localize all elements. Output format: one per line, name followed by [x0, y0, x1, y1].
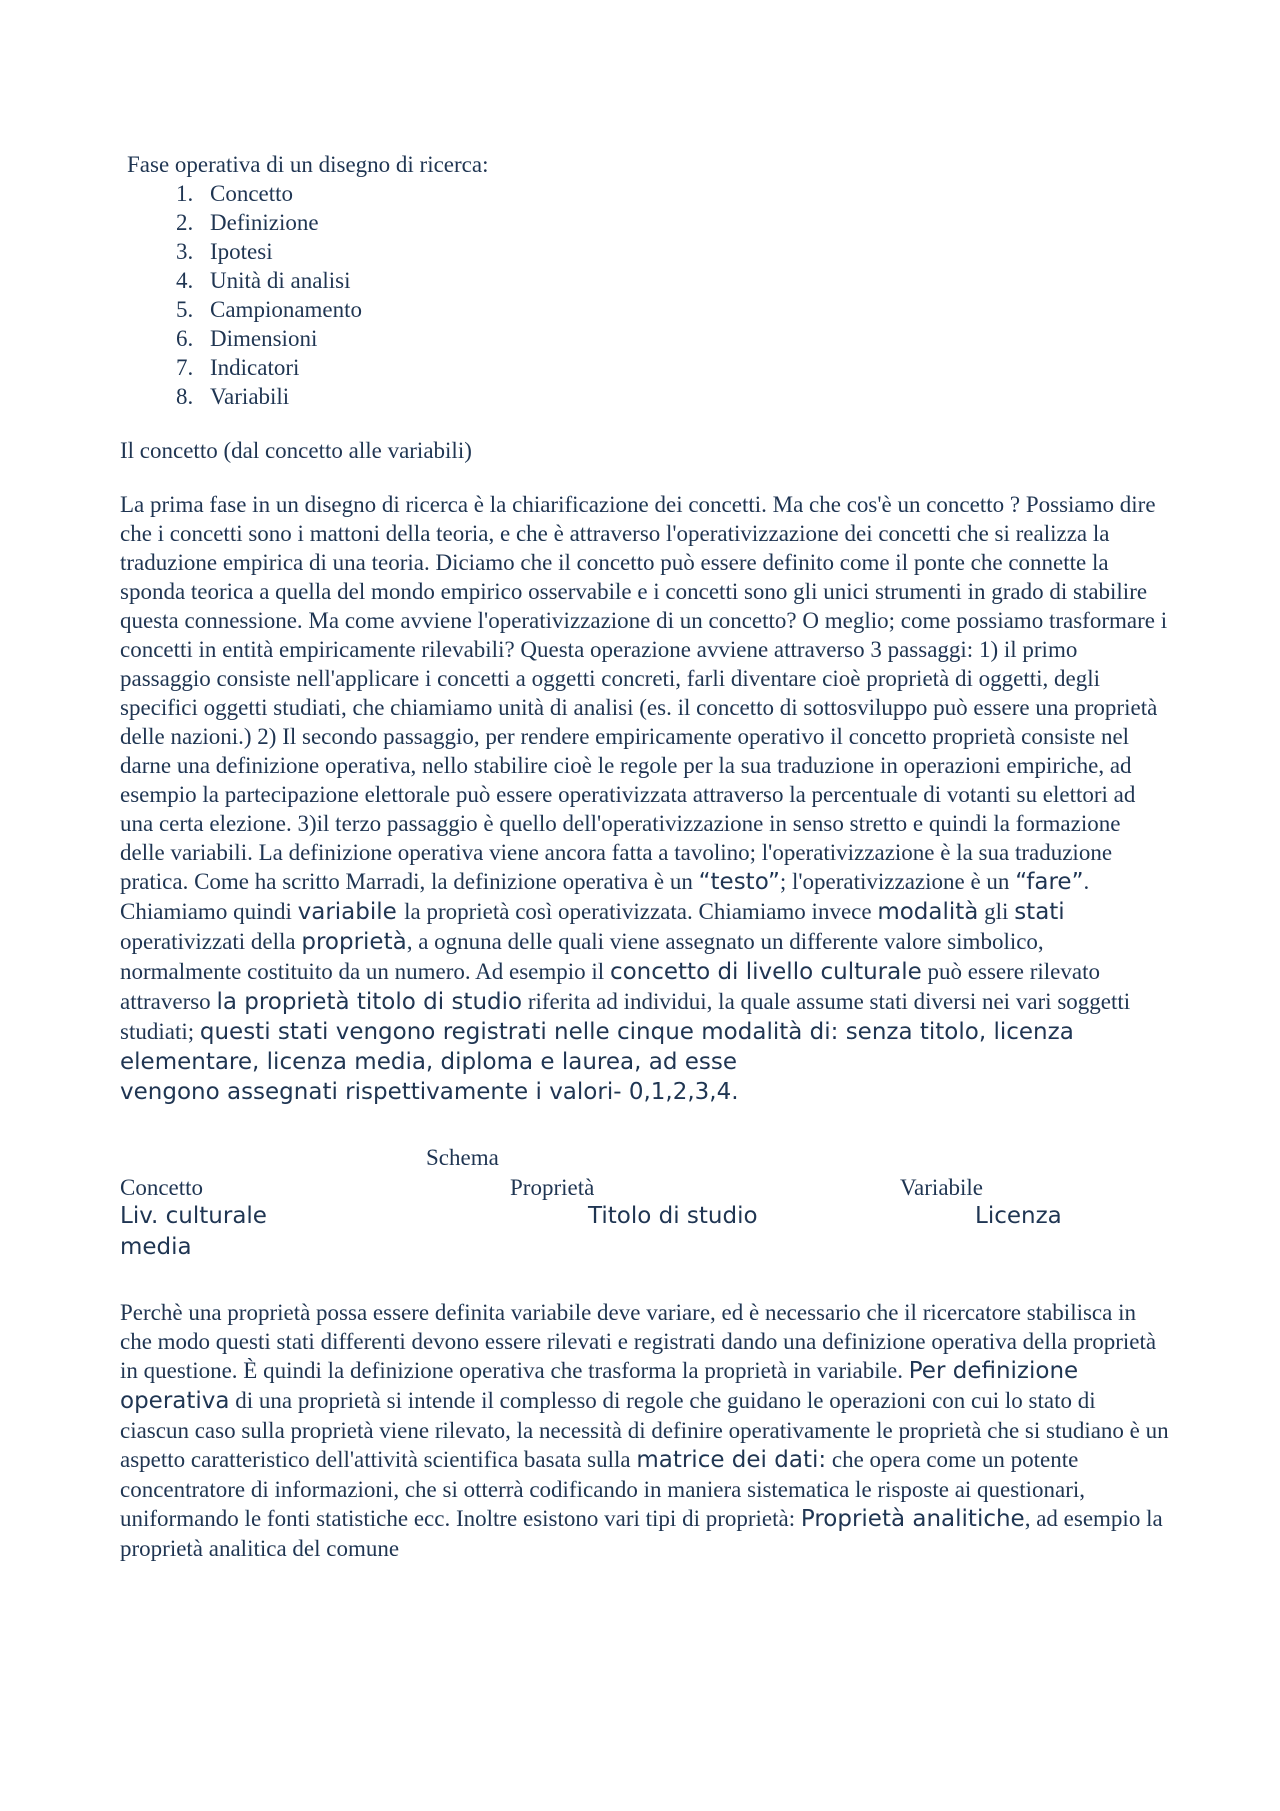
- schema-table: [120, 1143, 1170, 1233]
- term-proprieta: proprietà: [301, 929, 407, 955]
- text-run: operativizzati della: [120, 929, 302, 954]
- term-variabile: variabile: [297, 899, 405, 925]
- list-item: 7. Indicatori: [199, 353, 1170, 382]
- term-modalita-elenco: questi stati vengono registrati nelle cinque modalità di: senza titolo, licenza elementare, licenza media, diploma e laurea, ad esse: [120, 1019, 1074, 1075]
- quote-testo: “testo”: [698, 869, 780, 895]
- text-run: riferita ad individui, la quale assume stati diversi nei vari soggetti studiati;: [120, 989, 1131, 1044]
- document-page: [120, 150, 1170, 1563]
- schema-title: Schema: [426, 1145, 499, 1170]
- list-item: 1. Concetto: [199, 179, 1170, 208]
- term-modalita: modalità: [877, 899, 979, 925]
- schema-row-variabile-cont: media: [120, 1234, 192, 1260]
- paragraph-concetto: [120, 490, 1170, 1107]
- steps-list: [120, 179, 1170, 411]
- list-item: 5. Campionamento: [199, 295, 1170, 324]
- text-run: La prima fase in un disegno di ricerca è la chiarificazione dei concetti. Ma che cos'è un concetto ? Possiamo dire che i concetti sono i mattoni della teoria, e che è attraverso l'operativizzazione dei concetti che si realizza la traduzione empirica di una teoria. Diciamo che il concetto può essere definito come il ponte che connette la sponda teorica a quella del mondo empirico osservabile e i concetti sono gli unici strumenti in grado di stabilire questa connessione. Ma come avviene l'operativizzazione di un concetto? O meglio; come possiamo trasformare i concetti in entità empiricamente rilevabili? Questa operazione avviene attraverso 3 passaggi: 1) il primo passaggio consiste nell'applicare i concetti a oggetti concreti, farli diventare cioè proprietà di oggetti, degli specifici oggetti studiati, che chiamiamo unità di analisi (es. il concetto di sottosviluppo può essere una proprietà delle nazioni.) 2) Il secondo passaggio, per rendere empiricamente operativo il concetto proprietà consiste nel darne una definizione operativa, nello stabilire cioè le regole per la sua traduzione in operazioni empiriche, ad esempio la partecipazione elettorale può essere operativizzata attraverso la percentuale di votanti su elettori ad una certa elezione. 3)il terzo passaggio è quello dell'operativizzazione in senso stretto e quindi la formazione delle variabili. La definizione operativa viene ancora fatta a tavolino; l'operativizzazione è la sua traduzione pratica. Come ha scritto Marradi, la definizione operativa è un: [120, 492, 1168, 894]
- text-run: , ad esempio la proprietà analitica del comune: [120, 1506, 1163, 1561]
- text-run: di una proprietà si intende il complesso di regole che guidano le operazioni con cui lo stato di ciascun caso sulla proprietà viene rilevato, la necessità di definire operativamente le proprietà che si studiano è un aspetto caratteristico dell'attività scientifica basata sulla: [120, 1388, 1169, 1472]
- text-run: ; l'operativizzazione è un: [779, 869, 1016, 894]
- text-run: . Chiamiamo quindi: [120, 869, 1090, 924]
- list-item: 2. Definizione: [199, 208, 1170, 237]
- list-item: 4. Unità di analisi: [199, 266, 1170, 295]
- list-item: 6. Dimensioni: [199, 324, 1170, 353]
- text-run: la proprietà così operativizzata. Chiamiamo invece: [404, 899, 878, 924]
- term-definizione-operativa: Per definizione operativa: [120, 1358, 1079, 1414]
- schema-col-variabile: Variabile: [900, 1175, 984, 1200]
- term-stati: stati: [1014, 899, 1065, 925]
- list-item: 3. Ipotesi: [199, 237, 1170, 266]
- schema-row-concetto: Liv. culturale: [120, 1203, 267, 1229]
- term-concetto-livello: concetto di livello culturale: [609, 959, 922, 985]
- term-matrice-dati: matrice dei dati:: [636, 1447, 827, 1473]
- schema-col-concetto: Concetto: [120, 1175, 204, 1200]
- term-valori: vengono assegnati rispettivamente i valori- 0,1,2,3,4.: [120, 1079, 739, 1105]
- text-run: , a ognuna delle quali viene assegnato un differente valore simbolico, normalmente costituito da un numero. Ad esempio il: [120, 929, 1044, 984]
- schema-col-proprieta: Proprietà: [510, 1175, 595, 1200]
- schema-row-proprieta: Titolo di studio: [588, 1203, 758, 1229]
- schema-row-variabile: Licenza: [975, 1203, 1062, 1229]
- text-run: gli: [978, 899, 1015, 924]
- term-proprieta-analitiche: Proprietà analitiche: [800, 1506, 1025, 1532]
- text-run: che opera come un potente concentratore di informazioni, che si otterrà codificando in maniera sistematica le risposte ai questionari, uniformando le fonti statistiche ecc. Inoltre esistono vari tipi di proprietà:: [120, 1447, 1086, 1531]
- section-subheading: Il concetto (dal concetto alle variabili): [120, 438, 472, 463]
- text-run: Perchè una proprietà possa essere definita variabile deve variare, ed è necessario che il ricercatore stabilisca in che modo questi stati differenti devono essere rilevati e registrati dando una definizione operativa della proprietà in questione. È quindi la definizione operativa che trasforma la proprietà in variabile.: [120, 1300, 1157, 1383]
- paragraph-proprieta: [120, 1298, 1170, 1563]
- text-run: può essere rilevato attraverso: [120, 959, 1100, 1014]
- quote-fare: “fare”: [1015, 869, 1084, 895]
- list-item: 8. Variabili: [199, 382, 1170, 411]
- term-titolo-studio: la proprietà titolo di studio: [216, 989, 523, 1015]
- page-heading: Fase operativa di un disegno di ricerca:: [127, 152, 489, 177]
